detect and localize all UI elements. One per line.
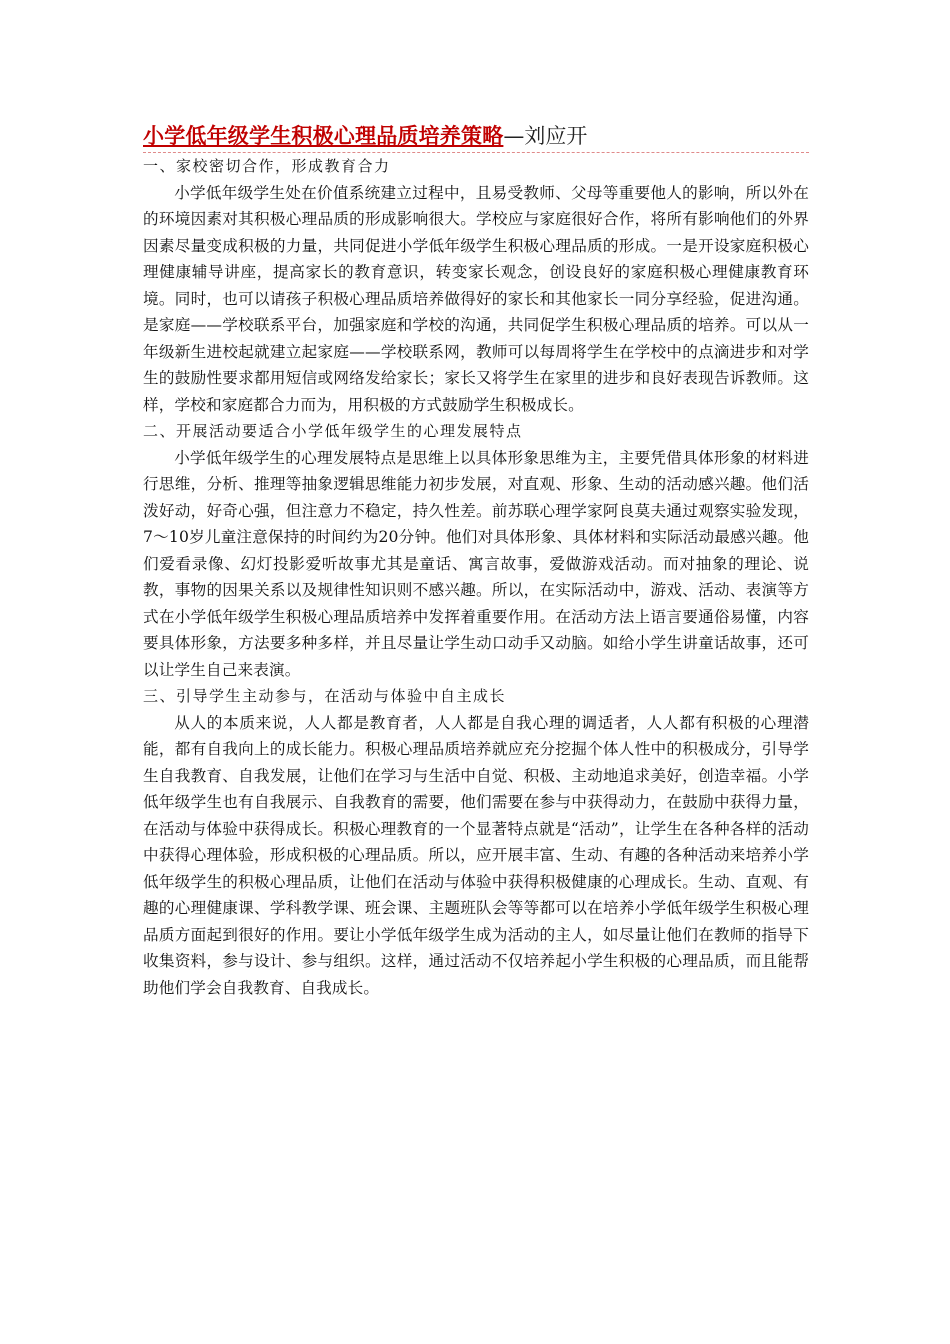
- document-title: 小学低年级学生积极心理品质培养策略: [143, 123, 504, 148]
- section-1: [143, 153, 809, 418]
- section-body: 小学低年级学生处在价值系统建立过程中，且易受教师、父母等重要他人的影响，所以外在的环境因素对其积极心理品质的形成影响很大。学校应与家庭很好合作，将所有影响他们的外界因素尽量变成积极的力量，共同促进小学低年级学生积极心理品质的形成。一是开设家庭积极心理健康辅导讲座，提高家长的教育意识，转变家长观念，创设良好的家庭积极心理健康教育环境。同时，也可以请孩子积极心理品质培养做得好的家长和其他家长一同分享经验，促进沟通。是家庭——学校联系平台，加强家庭和学校的沟通，共同促学生积极心理品质的培养。可以从一年级新生进校起就建立起家庭——学校联系网，教师可以每周将学生在学校中的点滴进步和对学生的鼓励性要求都用短信或网络发给家长；家长又将学生在家里的进步和良好表现告诉教师。这样，学校和家庭都合力而为，用积极的方式鼓励学生积极成长。: [143, 183, 809, 414]
- title-row: [143, 120, 809, 153]
- section-body: 从人的本质来说，人人都是教育者，人人都是自我心理的调适者，人人都有积极的心理潜能，都有自我向上的成长能力。积极心理品质培养就应充分挖掘个体人性中的积极成分，引导学生自我教育、自我发展，让他们在学习与生活中自觉、积极、主动地追求美好，创造幸福。小学低年级学生也有自我展示、自我教育的需要，他们需要在参与中获得动力，在鼓励中获得力量，在活动与体验中获得成长。积极心理教育的一个显著特点就是“活动”，让学生在各种各样的活动中获得心理体验，形成积极的心理品质。所以，应开展丰富、生动、有趣的各种活动来培养小学低年级学生的积极心理品质，让他们在活动与体验中获得积极健康的心理成长。生动、直观、有趣的心理健康课、学科教学课、班会课、主题班队会等等都可以在培养小学低年级学生积极心理品质方面起到很好的作用。要让小学低年级学生成为活动的主人，如尽量让他们在教师的指导下收集资料，参与设计、参与组织。这样，通过活动不仅培养起小学生积极的心理品质，而且能帮助他们学会自我教育、自我成长。: [143, 713, 809, 997]
- section-body: 小学低年级学生的心理发展特点是思维上以具体形象思维为主，主要凭借具体形象的材料进行思维，分析、推理等抽象逻辑思维能力初步发展，对直观、形象、生动的活动感兴趣。他们活泼好动，好奇心强，但注意力不稳定，持久性差。前苏联心理学家阿良莫夫通过观察实验发现，7～10岁儿童注意保持的时间约为20分钟。他们对具体形象、具体材料和实际活动最感兴趣。他们爱看录像、幻灯投影爱听故事尤其是童话、寓言故事，爱做游戏活动。而对抽象的理论、说教，事物的因果关系以及规律性知识则不感兴趣。所以，在实际活动中，游戏、活动、表演等方式在小学低年级学生积极心理品质培养中发挥着重要作用。在活动方法上语言要通俗易懂，内容要具体形象，方法要多种多样，并且尽量让学生动口动手又动脑。如给小学生讲童话故事，还可以让学生自己来表演。: [143, 448, 809, 679]
- document-author: —刘应开: [503, 124, 588, 148]
- section-3: [143, 683, 809, 1001]
- section-heading: 一、家校密切合作，形成教育合力: [143, 157, 391, 175]
- document-page: [143, 120, 809, 1001]
- section-2: [143, 418, 809, 683]
- section-heading: 二、开展活动要适合小学低年级学生的心理发展特点: [143, 422, 523, 440]
- section-heading: 三、引导学生主动参与，在活动与体验中自主成长: [143, 687, 507, 705]
